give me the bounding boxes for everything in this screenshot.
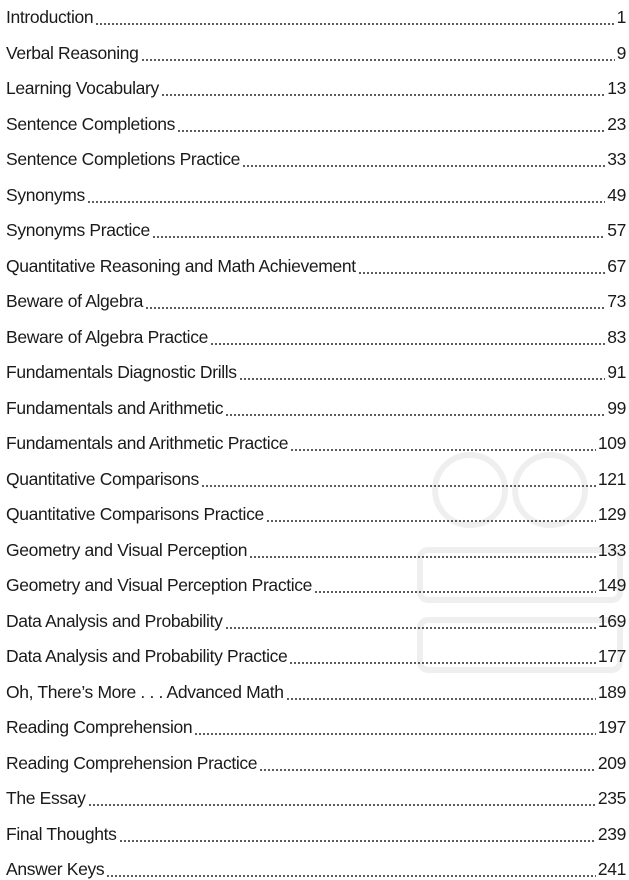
dot-leader — [87, 184, 605, 206]
dot-leader — [145, 290, 605, 312]
toc-entry-page: 121 — [597, 468, 626, 489]
toc-entry-page: 189 — [597, 681, 626, 702]
toc-entry[interactable] — [6, 391, 626, 419]
toc-entry[interactable] — [6, 852, 626, 880]
dot-leader — [266, 503, 596, 525]
toc-entry-title: Quantitative Reasoning and Math Achievement — [6, 255, 356, 276]
dot-leader — [177, 113, 605, 135]
toc-entry[interactable] — [6, 320, 626, 348]
toc-entry[interactable] — [6, 142, 626, 170]
toc-entry-page: 9 — [616, 42, 626, 63]
toc-entry[interactable] — [6, 213, 626, 241]
toc-entry-page: 99 — [607, 397, 626, 418]
toc-entry-page: 57 — [607, 220, 626, 240]
toc-entry-title: Fundamentals Diagnostic Drills — [6, 362, 237, 382]
toc-entry[interactable] — [6, 426, 626, 454]
dot-leader — [358, 255, 605, 277]
toc-entry[interactable] — [6, 71, 626, 99]
dot-leader — [194, 716, 596, 738]
toc-entry-title: Synonyms — [6, 184, 85, 205]
toc-entry[interactable] — [6, 746, 626, 774]
toc-entry[interactable] — [6, 497, 626, 525]
toc-entry[interactable] — [6, 462, 626, 490]
toc-entry[interactable] — [6, 604, 626, 632]
toc-entry-title: Learning Vocabulary — [6, 78, 159, 98]
dot-leader — [314, 574, 596, 596]
toc-entry-page: 67 — [607, 255, 626, 276]
toc-entry[interactable] — [6, 36, 626, 64]
toc-entry-title: Geometry and Visual Perception Practice — [6, 575, 313, 595]
toc-entry-page: 169 — [597, 610, 626, 631]
toc-entry[interactable] — [6, 817, 626, 845]
toc-entry-title: The Essay — [6, 788, 86, 808]
toc-entry-title: Quantitative Comparisons Practice — [6, 504, 264, 524]
toc-entry-page: 49 — [607, 184, 626, 205]
toc-entry-title: Synonyms Practice — [6, 220, 150, 240]
toc-entry[interactable] — [6, 0, 626, 28]
toc-entry-title: Verbal Reasoning — [6, 42, 139, 63]
dot-leader — [119, 823, 596, 845]
dot-leader — [210, 326, 605, 348]
toc-entry-page: 33 — [607, 149, 626, 169]
dot-leader — [259, 752, 596, 774]
toc-entry-page: 109 — [597, 433, 626, 453]
dot-leader — [225, 397, 605, 419]
toc-entry-page: 91 — [607, 362, 626, 382]
toc-entry-title: Beware of Algebra — [6, 291, 144, 311]
toc-entry-title: Answer Keys — [6, 859, 105, 879]
toc-entry-title: Sentence Completions — [6, 113, 176, 134]
dot-leader — [239, 361, 606, 383]
toc-entry-page: 209 — [597, 752, 626, 773]
toc-entry[interactable] — [6, 639, 626, 667]
dot-leader — [289, 645, 595, 667]
toc-entry-title: Sentence Completions Practice — [6, 149, 241, 169]
toc-entry-page: 13 — [607, 78, 626, 98]
toc-entry-title: Reading Comprehension Practice — [6, 752, 258, 773]
toc-entry-page: 149 — [597, 575, 626, 595]
toc-entry-title: Introduction — [6, 7, 94, 27]
toc-entry-title: Quantitative Comparisons — [6, 468, 199, 489]
toc-entry-page: 177 — [597, 646, 626, 666]
dot-leader — [152, 219, 605, 241]
dot-leader — [161, 77, 605, 99]
toc-entry-title: Data Analysis and Probability — [6, 610, 223, 631]
toc-entry-page: 129 — [597, 504, 626, 524]
toc-entry-page: 197 — [597, 717, 626, 737]
toc-entry-page: 23 — [607, 113, 626, 134]
toc-entry-page: 1 — [616, 7, 626, 27]
toc-entry-title: Oh, There’s More . . . Advanced Math — [6, 681, 284, 702]
toc-entry-page: 133 — [597, 539, 626, 560]
dot-leader — [242, 148, 605, 170]
dot-leader — [106, 858, 596, 880]
toc-entry-title: Beware of Algebra Practice — [6, 326, 208, 347]
toc-entry-title: Fundamentals and Arithmetic — [6, 397, 224, 418]
toc-entry-title: Final Thoughts — [6, 823, 117, 844]
toc-entry-page: 73 — [607, 291, 626, 311]
toc-entry[interactable] — [6, 107, 626, 135]
toc-entry[interactable] — [6, 533, 626, 561]
dot-leader — [201, 468, 596, 490]
dot-leader — [249, 539, 596, 561]
toc-entry-page: 239 — [597, 823, 626, 844]
dot-leader — [286, 681, 596, 703]
toc-entry[interactable] — [6, 249, 626, 277]
toc-entry[interactable] — [6, 710, 626, 738]
toc-entry-title: Fundamentals and Arithmetic Practice — [6, 433, 289, 453]
toc-entry-page: 235 — [597, 788, 626, 808]
dot-leader — [88, 787, 596, 809]
toc-entry-page: 83 — [607, 326, 626, 347]
toc-entry[interactable] — [6, 355, 626, 383]
toc-entry[interactable] — [6, 675, 626, 703]
toc-entry[interactable] — [6, 568, 626, 596]
toc-entry-title: Data Analysis and Probability Practice — [6, 646, 288, 666]
toc-entry-title: Reading Comprehension — [6, 717, 193, 737]
dot-leader — [141, 42, 615, 64]
dot-leader — [290, 432, 596, 454]
dot-leader — [95, 6, 614, 28]
toc-entry-page: 241 — [597, 859, 626, 879]
toc-entry[interactable] — [6, 178, 626, 206]
toc-entry[interactable] — [6, 284, 626, 312]
toc-entry-title: Geometry and Visual Perception — [6, 539, 248, 560]
dot-leader — [225, 610, 596, 632]
toc-entry[interactable] — [6, 781, 626, 809]
